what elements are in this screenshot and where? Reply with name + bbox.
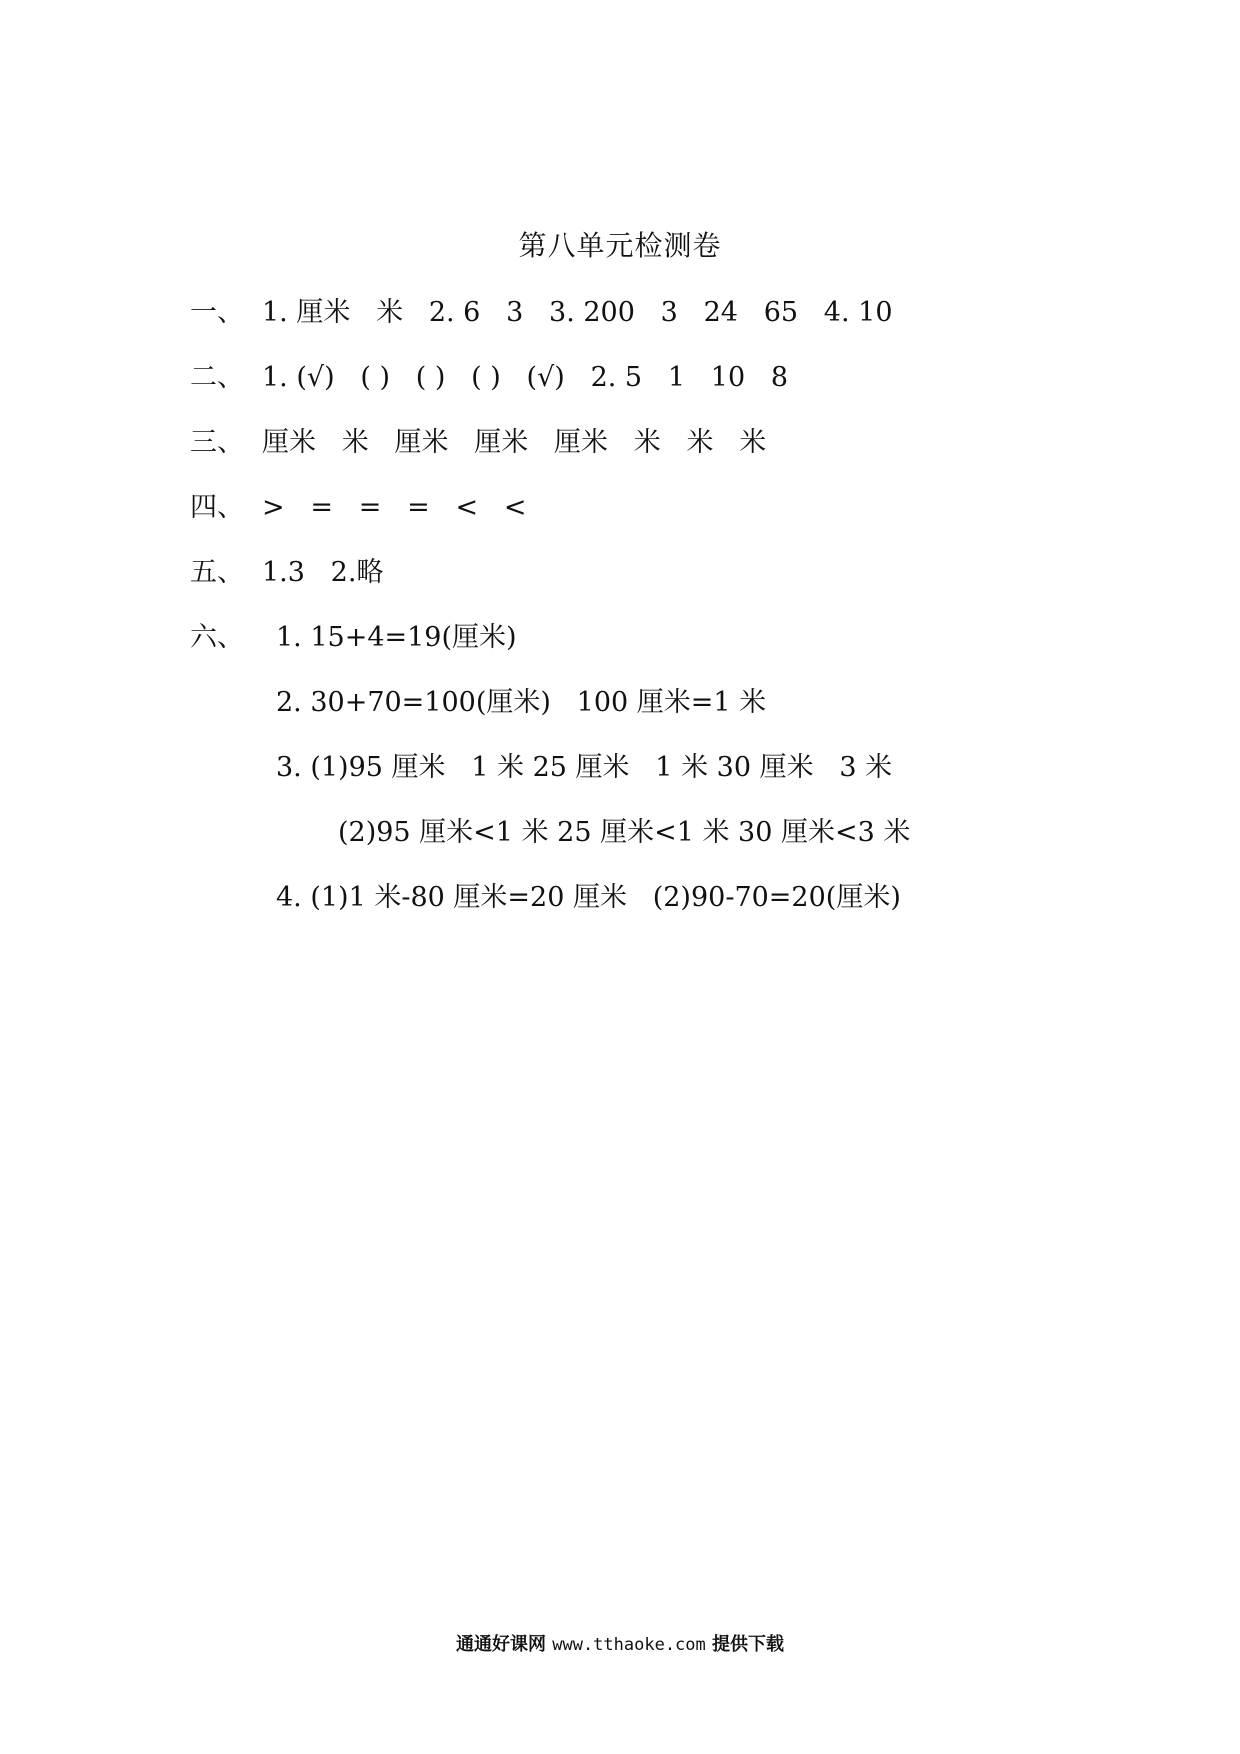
section-6-line-4: (2)95 厘米<1 米 25 厘米<1 米 30 厘米<3 米 (338, 817, 911, 848)
section-label-5: 五、 (190, 557, 244, 588)
section-6-line-2: 2. 30+70=100(厘米) 100 厘米=1 米 (276, 687, 767, 718)
section-label-1: 一、 (190, 297, 244, 328)
footer-site-name: 通通好课网 (455, 1634, 546, 1655)
page-title: 第八单元检测卷 (518, 229, 722, 262)
section-label-2: 二、 (190, 362, 244, 393)
section-2-answers: 1. (√) ( ) ( ) ( ) (√) 2. 5 1 10 8 (262, 362, 789, 393)
page-footer (0, 1632, 1240, 1658)
section-label-6: 六、 (190, 622, 244, 653)
section-1-answers: 1. 厘米 米 2. 6 3 3. 200 3 24 65 4. 10 (262, 297, 893, 328)
section-3-answers: 厘米 米 厘米 厘米 厘米 米 米 米 (262, 427, 767, 458)
section-6-line-5: 4. (1)1 米-80 厘米=20 厘米 (2)90-70=20(厘米) (276, 882, 901, 913)
footer-url[interactable]: www.tthaoke.com (552, 1635, 706, 1655)
footer-suffix: 提供下载 (712, 1634, 785, 1655)
section-label-4: 四、 (190, 492, 244, 523)
section-6-line-1: 1. 15+4=19(厘米) (276, 622, 517, 653)
section-4-answers: > = = = < < (262, 492, 527, 523)
section-6-line-3: 3. (1)95 厘米 1 米 25 厘米 1 米 30 厘米 3 米 (276, 752, 893, 783)
section-5-answers: 1.3 2.略 (262, 557, 384, 588)
section-label-3: 三、 (190, 427, 244, 458)
